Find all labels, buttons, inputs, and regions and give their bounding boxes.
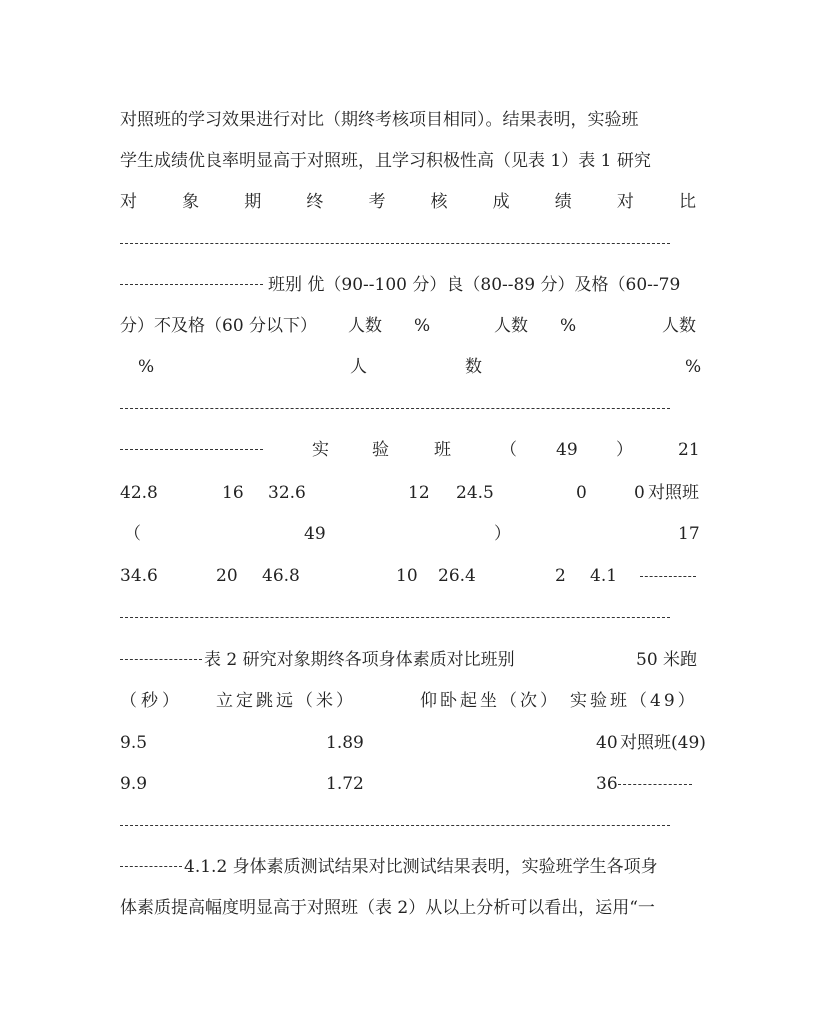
row-label-char: （ xyxy=(500,440,517,460)
table-cell: 20 xyxy=(216,566,238,586)
paragraph-line: 学生成绩优良率明显高于对照班，且学习积极性高（见表 1）表 1 研究 xyxy=(120,151,651,171)
table-cell: 16 xyxy=(222,483,244,503)
table2-header-cell: 仰卧起坐（次） xyxy=(420,691,560,711)
table-rule xyxy=(120,243,670,244)
title-char: 对 xyxy=(616,192,634,212)
table2-header-cell: 立定跳远（米） xyxy=(216,691,356,711)
table1-header-cell: % xyxy=(414,316,431,336)
table-cell: 2 xyxy=(555,566,566,586)
title-char: 期 xyxy=(244,192,262,212)
table-rule xyxy=(120,866,182,867)
table-rule xyxy=(120,659,202,660)
table-cell: 12 xyxy=(408,483,430,503)
table-cell: 36 xyxy=(596,774,618,794)
table1-header-cell: 数 xyxy=(465,357,482,377)
table-cell: 4.1 xyxy=(590,566,618,586)
row-label-char: ） xyxy=(616,440,633,460)
table1-header-cell: 人 xyxy=(350,357,367,377)
table1-header-cell: 人数 xyxy=(662,316,696,336)
title-char: 成 xyxy=(492,192,510,212)
paragraph-line: 对照班的学习效果进行对比（期终考核项目相同）。结果表明，实验班 xyxy=(120,110,639,130)
row-label-char: ） xyxy=(494,524,511,544)
title-char: 考 xyxy=(368,192,386,212)
title-char: 核 xyxy=(430,192,448,212)
table-rule xyxy=(120,408,670,409)
table1-title-line xyxy=(120,187,696,217)
table2-header-cell: （秒） xyxy=(120,691,183,711)
table2-title: 表 2 研究对象期终各项身体素质对比班别 xyxy=(204,650,515,670)
table-cell: 10 xyxy=(396,566,418,586)
table-cell: 32.6 xyxy=(268,483,306,503)
title-char: 比 xyxy=(678,192,696,212)
table1-header-cell: 人数 xyxy=(494,316,528,336)
table1-header-cell: % xyxy=(685,357,702,377)
table-cell: 46.8 xyxy=(262,566,300,586)
row-label-char: （ xyxy=(124,524,141,544)
table-cell: 9.5 xyxy=(120,733,148,753)
row-label-char: 49 xyxy=(556,440,578,460)
title-char: 终 xyxy=(306,192,324,212)
table1-header-cell: % xyxy=(138,357,155,377)
table-cell: 9.9 xyxy=(120,774,148,794)
table-rule xyxy=(120,825,670,826)
title-char: 象 xyxy=(182,192,200,212)
section-heading: 4.1.2 身体素质测试结果对比测试结果表明，实验班学生各项身 xyxy=(184,857,658,877)
table-rule xyxy=(640,576,696,577)
table-rule xyxy=(618,784,692,785)
table1-header: 班别 优（90--100 分）良（80--89 分）及格（60--79 xyxy=(268,275,681,295)
row-label: 对照班 xyxy=(648,483,699,503)
table-cell: 34.6 xyxy=(120,566,158,586)
row-label-char: 实 xyxy=(312,440,329,460)
table-cell: 0 xyxy=(576,483,587,503)
table1-header-cell: % xyxy=(560,316,577,336)
table-cell: 24.5 xyxy=(456,483,494,503)
row-label-char: 验 xyxy=(372,440,389,460)
table1-header: 分）不及格（60 分以下） xyxy=(120,316,318,336)
table-cell: 26.4 xyxy=(438,566,476,586)
row-label-char: 49 xyxy=(304,524,326,544)
row-label: 实验班（49） xyxy=(570,691,698,711)
row-label: 对照班(49) xyxy=(620,733,706,753)
title-char: 对 xyxy=(120,192,137,212)
row-label-char: 班 xyxy=(434,440,451,460)
table-cell: 17 xyxy=(678,524,700,544)
table-cell: 40 xyxy=(596,733,618,753)
table-cell: 1.89 xyxy=(326,733,364,753)
table1-header-cell: 人数 xyxy=(348,316,382,336)
table-cell: 1.72 xyxy=(326,774,364,794)
table-cell: 21 xyxy=(678,440,700,460)
table2-header-cell: 50 米跑 xyxy=(636,650,698,670)
table-rule xyxy=(120,617,670,618)
table-rule xyxy=(120,284,263,285)
table-rule xyxy=(120,449,263,450)
title-char: 绩 xyxy=(554,192,572,212)
table-cell: 42.8 xyxy=(120,483,158,503)
table-cell: 0 xyxy=(634,483,645,503)
paragraph-line: 体素质提高幅度明显高于对照班（表 2）从以上分析可以看出，运用“一 xyxy=(120,898,655,918)
